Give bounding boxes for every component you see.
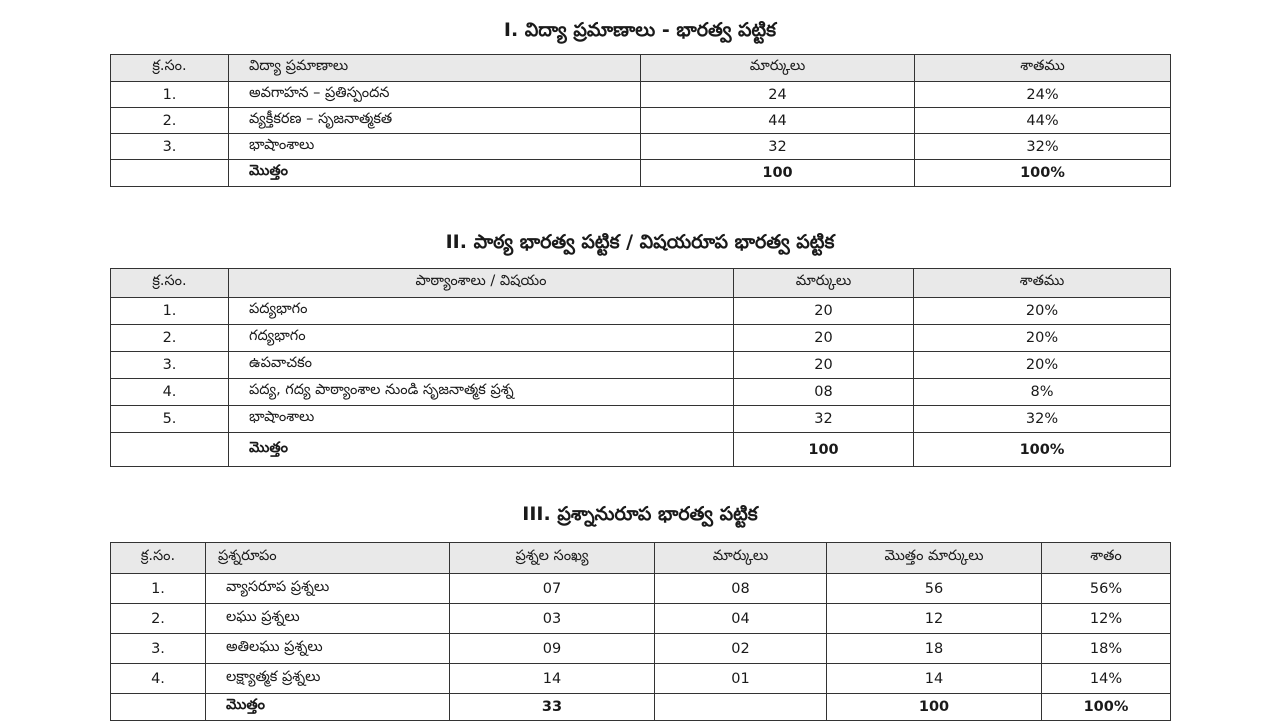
cell-total-label: మొత్తం xyxy=(229,160,641,187)
cell-total-label: మొత్తం xyxy=(206,694,450,721)
cell-percent: 44% xyxy=(915,108,1171,134)
col-header-standard: విద్యా ప్రమాణాలు xyxy=(229,55,641,82)
col-header-topic: పాఠ్యాంశాలు / విషయం xyxy=(229,269,734,298)
col-header-marks: మార్కులు xyxy=(734,269,914,298)
cell-serial xyxy=(111,160,229,187)
cell-standard: అవగాహన – ప్రతిస్పందన xyxy=(229,82,641,108)
cell-total-marks-empty xyxy=(655,694,827,721)
cell-total-marks: 12 xyxy=(827,604,1042,634)
cell-standard: వ్యక్తీకరణ – సృజనాత్మకత xyxy=(229,108,641,134)
cell-serial: 1. xyxy=(111,82,229,108)
cell-question-count: 14 xyxy=(450,664,655,694)
table-total-row xyxy=(111,433,1171,467)
section-3-title: III. ప్రశ్నానురూప భారత్వ పట్టిక xyxy=(522,503,758,525)
cell-question-type: లక్ష్యాత్మక ప్రశ్నలు xyxy=(206,664,450,694)
cell-total-marks: 14 xyxy=(827,664,1042,694)
cell-serial: 4. xyxy=(111,664,206,694)
cell-total-percent: 100% xyxy=(914,433,1171,467)
cell-question-count: 03 xyxy=(450,604,655,634)
table-header-row xyxy=(111,55,1171,82)
cell-percent: 14% xyxy=(1042,664,1171,694)
cell-serial: 3. xyxy=(111,634,206,664)
cell-percent: 18% xyxy=(1042,634,1171,664)
cell-percent: 32% xyxy=(914,406,1171,433)
cell-marks: 02 xyxy=(655,634,827,664)
table-academic-standards xyxy=(110,54,1171,187)
cell-total-percent: 100% xyxy=(915,160,1171,187)
table-row xyxy=(111,406,1171,433)
cell-total-marks: 18 xyxy=(827,634,1042,664)
table-syllabus-weightage xyxy=(110,268,1171,467)
cell-topic: గద్యభాగం xyxy=(229,325,734,352)
col-header-percent: శాతము xyxy=(915,55,1171,82)
cell-serial: 5. xyxy=(111,406,229,433)
col-header-serial: క్ర.సం. xyxy=(111,269,229,298)
cell-question-type: అతిలఘు ప్రశ్నలు xyxy=(206,634,450,664)
table-row xyxy=(111,634,1171,664)
cell-percent: 56% xyxy=(1042,574,1171,604)
col-header-total-marks: మొత్తం మార్కులు xyxy=(827,543,1042,574)
table-row xyxy=(111,82,1171,108)
table-row xyxy=(111,604,1171,634)
table-row xyxy=(111,664,1171,694)
cell-serial: 1. xyxy=(111,298,229,325)
cell-percent: 20% xyxy=(914,298,1171,325)
cell-topic: పద్యభాగం xyxy=(229,298,734,325)
table-total-row xyxy=(111,694,1171,721)
table-header-row xyxy=(111,269,1171,298)
cell-marks: 20 xyxy=(734,325,914,352)
cell-topic: పద్య, గద్య పాఠ్యాంశాల నుండి సృజనాత్మక ప్రశ్న xyxy=(229,379,734,406)
table-row xyxy=(111,134,1171,160)
table-row xyxy=(111,574,1171,604)
cell-marks: 20 xyxy=(734,298,914,325)
cell-topic: భాషాంశాలు xyxy=(229,406,734,433)
table-row xyxy=(111,325,1171,352)
cell-marks: 24 xyxy=(641,82,915,108)
col-header-marks: మార్కులు xyxy=(641,55,915,82)
col-header-percent: శాతము xyxy=(914,269,1171,298)
col-header-serial: క్ర.సం. xyxy=(111,55,229,82)
table-header-row xyxy=(111,543,1171,574)
cell-serial: 3. xyxy=(111,352,229,379)
cell-serial xyxy=(111,694,206,721)
cell-percent: 20% xyxy=(914,325,1171,352)
table-row xyxy=(111,352,1171,379)
col-header-serial: క్ర.సం. xyxy=(111,543,206,574)
col-header-question-type: ప్రశ్నరూపం xyxy=(206,543,450,574)
cell-total-label: మొత్తం xyxy=(229,433,734,467)
cell-percent: 8% xyxy=(914,379,1171,406)
cell-marks: 20 xyxy=(734,352,914,379)
col-header-marks: మార్కులు xyxy=(655,543,827,574)
cell-total-marks: 100 xyxy=(734,433,914,467)
table-row xyxy=(111,298,1171,325)
section-2-title: II. పాఠ్య భారత్వ పట్టిక / విషయరూప భారత్వ పట్టిక xyxy=(445,231,835,253)
cell-question-count: 09 xyxy=(450,634,655,664)
cell-marks: 08 xyxy=(734,379,914,406)
cell-marks: 04 xyxy=(655,604,827,634)
cell-serial: 1. xyxy=(111,574,206,604)
cell-serial: 2. xyxy=(111,108,229,134)
cell-serial: 2. xyxy=(111,604,206,634)
cell-total-marks: 56 xyxy=(827,574,1042,604)
cell-percent: 32% xyxy=(915,134,1171,160)
table-row xyxy=(111,379,1171,406)
cell-serial: 3. xyxy=(111,134,229,160)
cell-percent: 20% xyxy=(914,352,1171,379)
table-question-type-weightage xyxy=(110,542,1171,721)
cell-marks: 08 xyxy=(655,574,827,604)
table-total-row xyxy=(111,160,1171,187)
cell-percent: 12% xyxy=(1042,604,1171,634)
cell-total-percent: 100% xyxy=(1042,694,1171,721)
cell-serial: 4. xyxy=(111,379,229,406)
cell-marks: 32 xyxy=(641,134,915,160)
table-row xyxy=(111,108,1171,134)
cell-standard: భాషాంశాలు xyxy=(229,134,641,160)
cell-total-marks: 100 xyxy=(641,160,915,187)
cell-topic: ఉపవాచకం xyxy=(229,352,734,379)
cell-marks: 32 xyxy=(734,406,914,433)
cell-marks: 01 xyxy=(655,664,827,694)
cell-serial: 2. xyxy=(111,325,229,352)
cell-question-type: లఘు ప్రశ్నలు xyxy=(206,604,450,634)
section-1-title: I. విద్యా ప్రమాణాలు - భారత్వ పట్టిక xyxy=(503,19,777,41)
cell-total-marks: 100 xyxy=(827,694,1042,721)
cell-question-type: వ్యాసరూప ప్రశ్నలు xyxy=(206,574,450,604)
cell-percent: 24% xyxy=(915,82,1171,108)
col-header-question-count: ప్రశ్నల సంఖ్య xyxy=(450,543,655,574)
cell-serial xyxy=(111,433,229,467)
col-header-percent: శాతం xyxy=(1042,543,1171,574)
cell-total-question-count: 33 xyxy=(450,694,655,721)
cell-question-count: 07 xyxy=(450,574,655,604)
cell-marks: 44 xyxy=(641,108,915,134)
